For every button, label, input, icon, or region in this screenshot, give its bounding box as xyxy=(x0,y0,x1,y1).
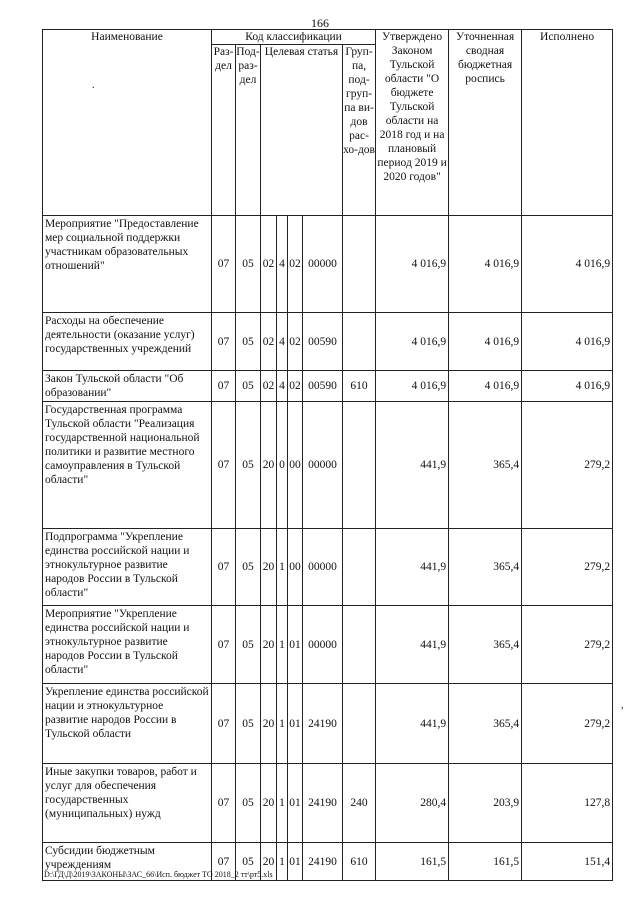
table-row xyxy=(43,216,613,313)
cell-razdel: 07 xyxy=(212,313,236,371)
header-podrazdel: Под-раз-дел xyxy=(236,45,261,216)
header-executed: Исполнено xyxy=(522,30,613,216)
cell-refined: 4 016,9 xyxy=(449,313,522,371)
cell-t3: 01 xyxy=(288,764,303,843)
cell-group: 610 xyxy=(343,843,376,881)
cell-razdel: 07 xyxy=(212,843,236,881)
header-classification: Код классификации xyxy=(212,30,376,45)
cell-t1: 20 xyxy=(261,402,277,529)
cell-refined: 365,4 xyxy=(449,606,522,684)
cell-podrazdel: 05 xyxy=(236,216,261,313)
cell-group xyxy=(343,684,376,764)
scan-mark: , xyxy=(621,700,624,711)
cell-group xyxy=(343,529,376,606)
cell-t4: 24190 xyxy=(303,843,343,881)
table-row xyxy=(43,529,613,606)
cell-razdel: 07 xyxy=(212,764,236,843)
cell-group xyxy=(343,402,376,529)
cell-t1: 20 xyxy=(261,529,277,606)
cell-name: Закон Тульской области "Об образовании" xyxy=(43,371,212,402)
cell-t1: 20 xyxy=(261,684,277,764)
cell-executed: 279,2 xyxy=(522,606,613,684)
cell-t1: 20 xyxy=(261,764,277,843)
cell-t1: 02 xyxy=(261,216,277,313)
cell-approved: 4 016,9 xyxy=(376,313,449,371)
cell-executed: 127,8 xyxy=(522,764,613,843)
cell-t3: 01 xyxy=(288,684,303,764)
cell-approved: 4 016,9 xyxy=(376,371,449,402)
cell-t2: 1 xyxy=(277,843,288,881)
table-row xyxy=(43,684,613,764)
cell-podrazdel: 05 xyxy=(236,764,261,843)
header-razdel: Раз-дел xyxy=(212,45,236,216)
cell-razdel: 07 xyxy=(212,371,236,402)
cell-t2: 1 xyxy=(277,764,288,843)
cell-t2: 1 xyxy=(277,684,288,764)
cell-t3: 01 xyxy=(288,843,303,881)
cell-executed: 151,4 xyxy=(522,843,613,881)
cell-name: Мероприятие "Укрепление единства российской нации и этнокультурное развитие народов России в Тульской области" xyxy=(43,606,212,684)
cell-refined: 365,4 xyxy=(449,529,522,606)
cell-t2: 4 xyxy=(277,216,288,313)
cell-approved: 280,4 xyxy=(376,764,449,843)
cell-executed: 279,2 xyxy=(522,684,613,764)
cell-t3: 02 xyxy=(288,371,303,402)
cell-podrazdel: 05 xyxy=(236,313,261,371)
cell-t4: 00000 xyxy=(303,529,343,606)
cell-podrazdel: 05 xyxy=(236,529,261,606)
cell-group xyxy=(343,216,376,313)
table-row xyxy=(43,371,613,402)
header-refined: Уточненная сводная бюджетная роспись xyxy=(449,30,522,216)
budget-table xyxy=(42,29,613,881)
cell-approved: 441,9 xyxy=(376,529,449,606)
cell-podrazdel: 05 xyxy=(236,402,261,529)
cell-t4: 00000 xyxy=(303,402,343,529)
cell-t2: 4 xyxy=(277,313,288,371)
cell-t1: 02 xyxy=(261,371,277,402)
table-row xyxy=(43,764,613,843)
cell-podrazdel: 05 xyxy=(236,606,261,684)
cell-podrazdel: 05 xyxy=(236,684,261,764)
cell-group: 240 xyxy=(343,764,376,843)
cell-name: Укрепление единства российской нации и этнокультурное развитие народов России в Тульской области xyxy=(43,684,212,764)
table-row xyxy=(43,606,613,684)
cell-name: Государственная программа Тульской области "Реализация государственной национальной политики и развитие местного самоуправления в Тульской области" xyxy=(43,402,212,529)
cell-razdel: 07 xyxy=(212,529,236,606)
cell-t3: 02 xyxy=(288,313,303,371)
header-name: Наименование xyxy=(43,30,212,216)
cell-t4: 00590 xyxy=(303,371,343,402)
cell-group xyxy=(343,606,376,684)
cell-name: Мероприятие "Предоставление мер социальной поддержки участникам образовательных отношений" xyxy=(43,216,212,313)
cell-group xyxy=(343,313,376,371)
cell-approved: 4 016,9 xyxy=(376,216,449,313)
cell-approved: 441,9 xyxy=(376,402,449,529)
cell-executed: 279,2 xyxy=(522,529,613,606)
cell-t4: 00000 xyxy=(303,606,343,684)
cell-t4: 24190 xyxy=(303,684,343,764)
cell-refined: 365,4 xyxy=(449,684,522,764)
cell-executed: 4 016,9 xyxy=(522,371,613,402)
cell-t2: 1 xyxy=(277,606,288,684)
cell-podrazdel: 05 xyxy=(236,371,261,402)
cell-refined: 203,9 xyxy=(449,764,522,843)
scan-mark: . xyxy=(92,80,95,91)
cell-group: 610 xyxy=(343,371,376,402)
cell-t2: 1 xyxy=(277,529,288,606)
cell-t4: 00000 xyxy=(303,216,343,313)
cell-t1: 20 xyxy=(261,606,277,684)
file-path-footer: D:\ГД\Д\2019\ЗАКОНЫ\ЗАС_66\Исп. бюджет ТО 2018_2 тт\рт5.xls xyxy=(44,870,273,879)
cell-approved: 441,9 xyxy=(376,684,449,764)
header-target: Целевая статья xyxy=(261,45,343,216)
cell-refined: 4 016,9 xyxy=(449,371,522,402)
cell-executed: 4 016,9 xyxy=(522,313,613,371)
cell-podrazdel: 05 xyxy=(236,843,261,881)
header-approved: Утверждено Законом Тульской области "О бюджете Тульской области на 2018 год и на плановый период 2019 и 2020 годов" xyxy=(376,30,449,216)
cell-t3: 00 xyxy=(288,529,303,606)
cell-t4: 24190 xyxy=(303,764,343,843)
cell-t1: 02 xyxy=(261,313,277,371)
cell-t2: 4 xyxy=(277,371,288,402)
cell-name: Расходы на обеспечение деятельности (оказание услуг) государственных учреждений xyxy=(43,313,212,371)
table-row xyxy=(43,313,613,371)
cell-executed: 279,2 xyxy=(522,402,613,529)
cell-name: Иные закупки товаров, работ и услуг для обеспечения государственных (муниципальных) нужд xyxy=(43,764,212,843)
cell-executed: 4 016,9 xyxy=(522,216,613,313)
cell-t4: 00590 xyxy=(303,313,343,371)
cell-approved: 441,9 xyxy=(376,606,449,684)
table-row xyxy=(43,402,613,529)
cell-name: Подпрограмма "Укрепление единства российской нации и этнокультурное развитие народов России в Тульской области" xyxy=(43,529,212,606)
cell-refined: 161,5 xyxy=(449,843,522,881)
cell-t3: 00 xyxy=(288,402,303,529)
cell-razdel: 07 xyxy=(212,684,236,764)
cell-razdel: 07 xyxy=(212,606,236,684)
cell-t2: 0 xyxy=(277,402,288,529)
cell-razdel: 07 xyxy=(212,402,236,529)
header-group: Груп-па, под-груп-па ви-дов рас-хо-дов xyxy=(343,45,376,216)
cell-approved: 161,5 xyxy=(376,843,449,881)
cell-refined: 4 016,9 xyxy=(449,216,522,313)
cell-t3: 01 xyxy=(288,606,303,684)
cell-t3: 02 xyxy=(288,216,303,313)
cell-name: Субсидии бюджетным учреждениям xyxy=(43,843,212,881)
page-number: 166 xyxy=(311,16,329,30)
cell-t1: 20 xyxy=(261,843,277,881)
cell-razdel: 07 xyxy=(212,216,236,313)
cell-refined: 365,4 xyxy=(449,402,522,529)
